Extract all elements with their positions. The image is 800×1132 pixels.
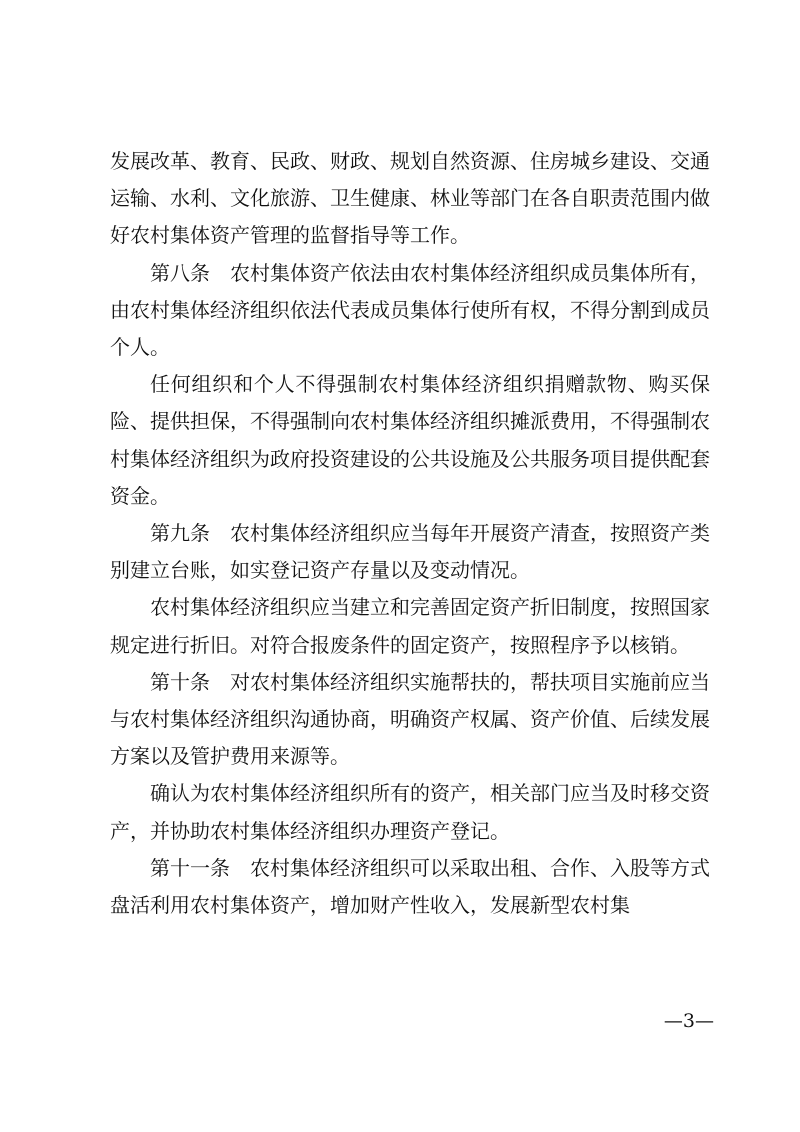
paragraph-text: 农村集体经济组织应当每年开展资产清查，按照资产类别建立台账，如实登记资产存量以及变动情况。 [110, 521, 710, 583]
article-number: 第十一条 [150, 855, 230, 880]
article-ten-second-paragraph [110, 775, 710, 849]
article-nine-paragraph [110, 515, 710, 589]
article-number: 第十条 [150, 669, 210, 694]
article-number: 第八条 [150, 260, 210, 285]
paragraph-text: 任何组织和个人不得强制农村集体经济组织捐赠款物、购买保险、提供担保，不得强制向农村集体经济组织摊派费用，不得强制农村集体经济组织为政府投资建设的公共设施及公共服务项目提供配套资金。 [110, 372, 710, 508]
paragraph-text: 农村集体资产依法由农村集体经济组织成员集体所有，由农村集体经济组织依法代表成员集体行使所有权，不得分割到成员个人。 [110, 260, 710, 360]
article-ten-paragraph [110, 664, 710, 776]
article-eight-second-paragraph [110, 366, 710, 515]
paragraph-text: 农村集体经济组织可以采取出租、合作、入股等方式盘活利用农村集体资产，增加财产性收入，发展新型农村集 [110, 855, 710, 918]
article-eight-paragraph [110, 255, 710, 367]
paragraph-text: 对农村集体经济组织实施帮扶的，帮扶项目实施前应当与农村集体经济组织沟通协商，明确资产权属、资产价值、后续发展方案以及管护费用来源等。 [110, 669, 710, 769]
paragraph-departments-continuation [110, 143, 710, 255]
paragraph-text: 农村集体经济组织应当建立和完善固定资产折旧制度，按照国家规定进行折旧。对符合报废条件的固定资产，按照程序予以核销。 [110, 595, 710, 657]
paragraph-text: 确认为农村集体经济组织所有的资产，相关部门应当及时移交资产，并协助农村集体经济组织办理资产登记。 [110, 781, 710, 843]
regulation-text [110, 143, 710, 924]
page-number: —3— [663, 1010, 714, 1032]
paragraph-text: 发展改革、教育、民政、财政、规划自然资源、住房城乡建设、交通运输、水利、文化旅游、卫生健康、林业等部门在各自职责范围内做好农村集体资产管理的监督指导等工作。 [110, 149, 710, 248]
article-nine-second-paragraph [110, 589, 710, 663]
article-eleven-paragraph [110, 850, 710, 924]
article-number: 第九条 [150, 521, 210, 546]
